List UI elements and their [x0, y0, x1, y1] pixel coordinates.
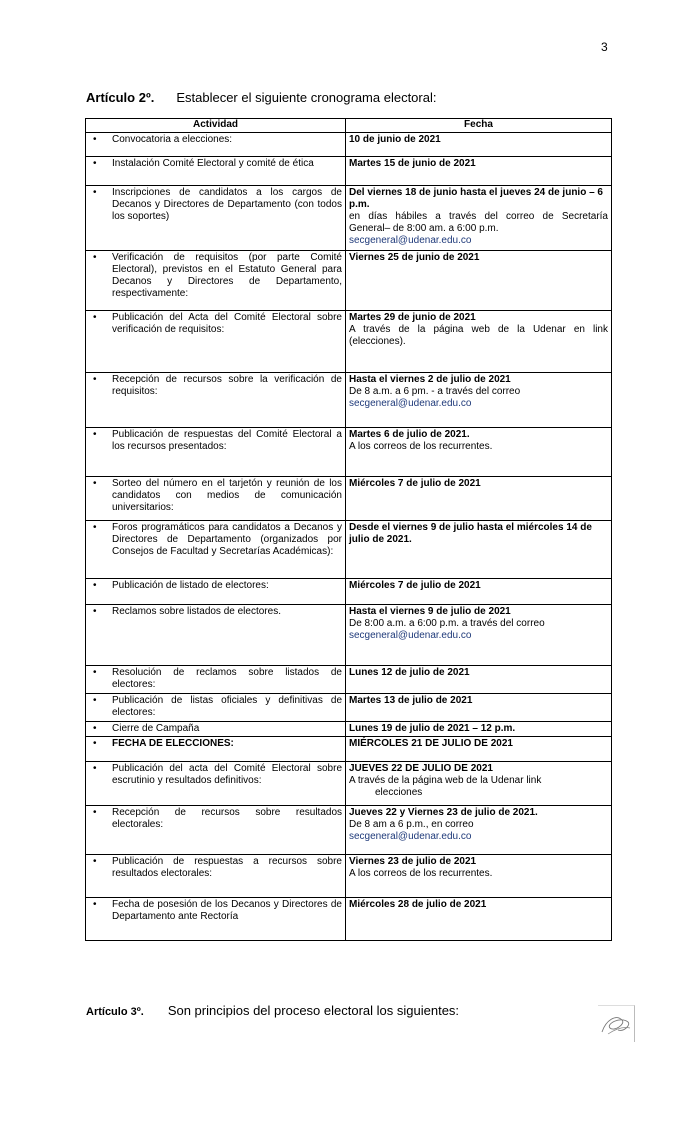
date-email: secgeneral@udenar.edu.co — [349, 398, 472, 409]
date-text: De 8 a.m. a 6 pm. - a través del correo — [349, 386, 521, 397]
table-row — [86, 311, 612, 373]
activity-text: Fecha de posesión de los Decanos y Directores de Departamento ante Rectoría — [112, 899, 342, 922]
bullet-icon — [93, 134, 97, 146]
bullet-icon — [93, 763, 97, 775]
date-cell — [346, 521, 612, 579]
date-bold: Jueves 22 y Viernes 23 de julio de 2021. — [349, 807, 538, 818]
bullet-icon — [93, 522, 97, 534]
bullet-icon — [93, 899, 97, 911]
date-bold: Martes 13 de julio de 2021 — [349, 695, 473, 706]
date-bold: Martes 29 de junio de 2021 — [349, 312, 476, 323]
date-text: De 8:00 a.m. a 6:00 p.m. a través del correo — [349, 618, 545, 629]
table-row — [86, 694, 612, 722]
table-row — [86, 157, 612, 186]
date-cell — [346, 605, 612, 666]
table-row — [86, 579, 612, 605]
date-bold: Miércoles 7 de julio de 2021 — [349, 478, 481, 489]
date-cell — [346, 694, 612, 722]
table-row — [86, 806, 612, 855]
activity-cell — [86, 251, 346, 311]
table-row — [86, 133, 612, 157]
activity-cell — [86, 579, 346, 605]
activity-cell — [86, 373, 346, 428]
activity-cell — [86, 806, 346, 855]
table-row — [86, 251, 612, 311]
date-cell — [346, 133, 612, 157]
activity-text: Publicación de respuestas del Comité Electoral a los recursos presentados: — [112, 429, 342, 452]
activity-text: Publicación del Acta del Comité Electoral sobre verificación de requisitos: — [112, 312, 342, 335]
activity-cell — [86, 521, 346, 579]
activity-text: Foros programáticos para candidatos a Decanos y Directores de Departamento (organizados por Consejos de Facultad y Secretarías Académicas): — [112, 522, 342, 557]
date-bold: MIÉRCOLES 21 DE JULIO DE 2021 — [349, 738, 513, 749]
date-bold: Martes 6 de julio de 2021. — [349, 429, 470, 440]
activity-cell — [86, 157, 346, 186]
table-row — [86, 762, 612, 806]
bullet-icon — [93, 478, 97, 490]
table-row — [86, 477, 612, 521]
date-cell — [346, 251, 612, 311]
activity-cell — [86, 428, 346, 477]
bullet-icon — [93, 187, 97, 199]
bullet-icon — [93, 580, 97, 592]
table-row — [86, 373, 612, 428]
activity-text: Publicación de listado de electores: — [112, 580, 269, 591]
activity-text: Recepción de recursos sobre resultados electorales: — [112, 807, 342, 830]
date-cell — [346, 477, 612, 521]
date-bold: JUEVES 22 DE JULIO DE 2021 — [349, 763, 493, 774]
date-cell — [346, 722, 612, 737]
date-bold: Miércoles 7 de julio de 2021 — [349, 580, 481, 591]
date-email: secgeneral@udenar.edu.co — [349, 235, 472, 246]
date-email: secgeneral@udenar.edu.co — [349, 831, 472, 842]
date-cell — [346, 157, 612, 186]
header-date: Fecha — [346, 119, 612, 133]
date-text: A través de la página web de la Udenar link — [349, 775, 542, 786]
date-bold: Hasta el viernes 2 de julio de 2021 — [349, 374, 511, 385]
signature-mark — [598, 1005, 635, 1042]
table-header-row — [86, 119, 612, 133]
bullet-icon — [93, 158, 97, 170]
activity-cell — [86, 694, 346, 722]
table-body — [86, 133, 612, 941]
date-cell — [346, 311, 612, 373]
activity-text: FECHA DE ELECCIONES: — [112, 738, 234, 749]
bullet-icon — [93, 807, 97, 819]
header-activity: Actividad — [86, 119, 346, 133]
table-row — [86, 428, 612, 477]
date-text: A través de la página web de la Udenar en link (elecciones). — [349, 324, 608, 347]
activity-text: Sorteo del número en el tarjetón y reunión de los candidatos con medios de comunicación universitarios: — [112, 478, 342, 513]
date-cell — [346, 373, 612, 428]
electoral-schedule-table — [85, 118, 612, 941]
date-bold: Del viernes 18 de junio hasta el jueves 24 de junio – 6 p.m. — [349, 187, 603, 210]
table-row — [86, 737, 612, 762]
date-bold: 10 de junio de 2021 — [349, 134, 441, 145]
date-bold: Martes 15 de junio de 2021 — [349, 158, 476, 169]
date-cell — [346, 428, 612, 477]
table-row — [86, 521, 612, 579]
date-cell — [346, 737, 612, 762]
date-cell — [346, 762, 612, 806]
activity-text: Resolución de reclamos sobre listados de electores: — [112, 667, 342, 690]
date-text: en días hábiles a través del correo de Secretaría General– de 8:00 am. a 6:00 p.m. — [349, 211, 608, 234]
bullet-icon — [93, 723, 97, 735]
date-cell — [346, 579, 612, 605]
table-row — [86, 898, 612, 941]
date-cell — [346, 898, 612, 941]
date-cell — [346, 855, 612, 898]
table-row — [86, 605, 612, 666]
date-cell — [346, 806, 612, 855]
article-3-label: Artículo 3º. — [86, 1006, 144, 1018]
activity-cell — [86, 133, 346, 157]
date-cell — [346, 666, 612, 694]
bullet-icon — [93, 429, 97, 441]
article-2-text: Establecer el siguiente cronograma electoral: — [176, 90, 437, 105]
date-bold: Hasta el viernes 9 de julio de 2021 — [349, 606, 511, 617]
activity-cell — [86, 666, 346, 694]
bullet-icon — [93, 252, 97, 264]
page-number: 3 — [601, 40, 608, 54]
date-bold: Viernes 25 de junio de 2021 — [349, 252, 480, 263]
table-row — [86, 666, 612, 694]
activity-text: Recepción de recursos sobre la verificación de requisitos: — [112, 374, 342, 397]
table-row — [86, 722, 612, 737]
activity-cell — [86, 855, 346, 898]
activity-text: Inscripciones de candidatos a los cargos de Decanos y Directores de Departamento (con todos los soportes) — [112, 187, 342, 222]
activity-text: Verificación de requisitos (por parte Comité Electoral), previstos en el Estatuto General para Decanos y Directores de Departamento, respectivamente: — [112, 252, 342, 299]
article-3-text: Son principios del proceso electoral los siguientes: — [167, 1003, 460, 1018]
date-bold: Desde el viernes 9 de julio hasta el miércoles 14 de julio de 2021. — [349, 522, 592, 545]
article-2-label: Artículo 2º. — [86, 90, 155, 105]
date-text-continued: elecciones — [375, 787, 423, 798]
date-bold: Viernes 23 de julio de 2021 — [349, 856, 477, 867]
date-text: A los correos de los recurrentes. — [349, 441, 493, 452]
activity-cell — [86, 311, 346, 373]
date-cell — [346, 186, 612, 251]
activity-text: Publicación del acta del Comité Electoral sobre escrutinio y resultados definitivos: — [112, 763, 342, 786]
activity-cell — [86, 722, 346, 737]
bullet-icon — [93, 667, 97, 679]
date-text: A los correos de los recurrentes. — [349, 868, 493, 879]
date-text: De 8 am a 6 p.m., en correo — [349, 819, 474, 830]
activity-cell — [86, 737, 346, 762]
bullet-icon — [93, 374, 97, 386]
bullet-icon — [93, 312, 97, 324]
activity-text: Cierre de Campaña — [112, 723, 200, 734]
article-3-heading — [86, 1003, 459, 1018]
activity-cell — [86, 605, 346, 666]
activity-cell — [86, 186, 346, 251]
table-row — [86, 855, 612, 898]
article-2-heading — [86, 90, 436, 105]
table-row — [86, 186, 612, 251]
date-bold: Lunes 12 de julio de 2021 — [349, 667, 470, 678]
bullet-icon — [93, 856, 97, 868]
bullet-icon — [93, 695, 97, 707]
signature-icon — [598, 1006, 634, 1042]
activity-text: Publicación de respuestas a recursos sobre resultados electorales: — [112, 856, 342, 879]
activity-text: Convocatoria a elecciones: — [112, 134, 233, 145]
bullet-icon — [93, 606, 97, 618]
date-bold: Miércoles 28 de julio de 2021 — [349, 899, 487, 910]
bullet-icon — [93, 738, 97, 750]
date-bold: Lunes 19 de julio de 2021 – 12 p.m. — [349, 723, 516, 734]
activity-text: Publicación de listas oficiales y definitivas de electores: — [112, 695, 342, 718]
activity-cell — [86, 762, 346, 806]
date-email: secgeneral@udenar.edu.co — [349, 630, 472, 641]
activity-cell — [86, 898, 346, 941]
activity-text: Reclamos sobre listados de electores. — [112, 606, 281, 617]
activity-text: Instalación Comité Electoral y comité de ética — [112, 158, 314, 169]
activity-cell — [86, 477, 346, 521]
